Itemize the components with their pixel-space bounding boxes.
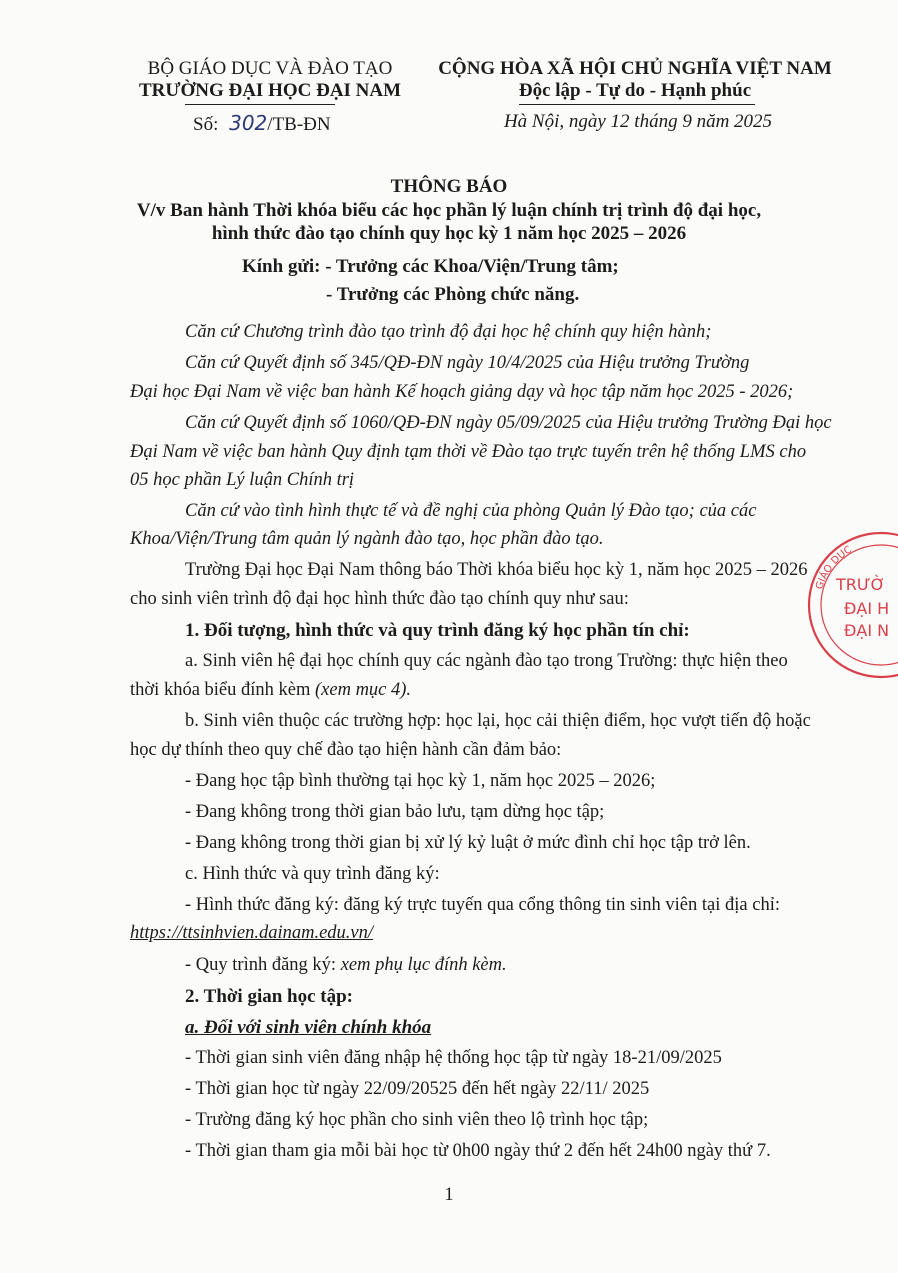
- section1-b-line2: học dự thính theo quy chế đào tạo hiện hành cần đảm bảo:: [130, 740, 562, 760]
- official-seal-stamp: [806, 528, 898, 682]
- section1-a-line1: a. Sinh viên hệ đại học chính quy các ngành đào tạo trong Trường: thực hiện theo: [185, 651, 788, 671]
- ministry-name: BỘ GIÁO DỤC VÀ ĐÀO TẠO: [147, 58, 393, 79]
- section1-c-line: c. Hình thức và quy trình đăng ký:: [185, 864, 440, 884]
- section1-b-line1: b. Sinh viên thuộc các trường hợp: học lại, học cải thiện điểm, học vượt tiến độ hoặc: [185, 711, 811, 731]
- basis-3-line3: 05 học phần Lý luận Chính trị: [130, 470, 355, 490]
- university-underline: [185, 104, 335, 105]
- notice-subject-line2: hình thức đào tạo chính quy học kỳ 1 năm học 2025 – 2026: [211, 223, 687, 244]
- notice-heading: THÔNG BÁO: [390, 176, 508, 197]
- section1-a-line2: [130, 680, 411, 701]
- recipients-line2: - Trưởng các Phòng chức năng.: [326, 284, 580, 305]
- section2-heading: 2. Thời gian học tập:: [185, 986, 354, 1007]
- process-label: - Quy trình đăng ký:: [185, 955, 337, 975]
- basis-2-line1: Căn cứ Quyết định số 345/QĐ-ĐN ngày 10/4/2025 của Hiệu trưởng Trường: [185, 353, 750, 373]
- number-handwritten: 302: [229, 111, 268, 135]
- section2-item: - Thời gian sinh viên đăng nhập hệ thống học tập từ ngày 18-21/09/2025: [185, 1048, 722, 1068]
- process-value: xem phụ lục đính kèm.: [340, 955, 507, 975]
- seal-line2: ĐẠI H: [844, 599, 890, 618]
- section1-b-item: - Đang không trong thời gian bị xử lý kỷ luật ở mức đình chỉ học tập trở lên.: [185, 833, 751, 853]
- seal-ring-text: GIÁO DỤC: [814, 544, 854, 591]
- basis-2-line2: Đại học Đại Nam về việc ban hành Kế hoạch giảng dạy và học tập năm học 2025 - 2026;: [130, 382, 794, 402]
- recipients-line1: Kính gửi: - Trưởng các Khoa/Viện/Trung tâm;: [242, 256, 619, 277]
- seal-line1: TRƯỜ: [836, 575, 886, 594]
- section1-b-item: - Đang học tập bình thường tại học kỳ 1, năm học 2025 – 2026;: [185, 771, 656, 791]
- number-prefix: Số:: [193, 114, 219, 135]
- section1-b-item: - Đang không trong thời gian bảo lưu, tạm dừng học tập;: [185, 802, 605, 822]
- country-name: CỘNG HÒA XÃ HỘI CHỦ NGHĨA VIỆT NAM: [438, 58, 832, 79]
- place-date: Hà Nội, ngày 12 tháng 9 năm 2025: [503, 111, 773, 132]
- page-number: 1: [444, 1185, 454, 1205]
- basis-3-line2: Đại Nam về việc ban hành Quy định tạm thời về Đào tạo trực tuyến trên hệ thống LMS cho: [130, 442, 807, 462]
- seal-line3: ĐẠI N: [844, 621, 890, 640]
- section1-a-ref: (xem mục 4).: [315, 680, 412, 700]
- registration-portal-link[interactable]: https://ttsinhvien.dainam.edu.vn/: [130, 923, 374, 943]
- basis-4-line2: Khoa/Viện/Trung tâm quản lý ngành đào tạo, học phần đào tạo.: [130, 529, 604, 549]
- section2-item: - Thời gian tham gia mỗi bài học từ 0h00 ngày thứ 2 đến hết 24h00 ngày thứ 7.: [185, 1141, 771, 1161]
- basis-3-line1: Căn cứ Quyết định số 1060/QĐ-ĐN ngày 05/09/2025 của Hiệu trưởng Trường Đại học: [185, 413, 832, 433]
- section1-a-text: thời khóa biểu đính kèm: [130, 680, 311, 700]
- motto-underline: [519, 104, 755, 105]
- section2-sub-a: a. Đối với sinh viên chính khóa: [185, 1017, 432, 1038]
- intro-line2: cho sinh viên trình độ đại học hình thức đào tạo chính quy như sau:: [130, 589, 629, 609]
- section1-c-process: [185, 955, 507, 976]
- document-number: [193, 111, 331, 136]
- intro-line1: Trường Đại học Đại Nam thông báo Thời khóa biểu học kỳ 1, năm học 2025 – 2026: [185, 560, 808, 580]
- basis-4-line1: Căn cứ vào tình hình thực tế và đề nghị của phòng Quản lý Đào tạo; của các: [185, 501, 757, 521]
- university-name: TRƯỜNG ĐẠI HỌC ĐẠI NAM: [138, 80, 402, 101]
- section1-c-form-line1: - Hình thức đăng ký: đăng ký trực tuyến qua cổng thông tin sinh viên tại địa chỉ:: [185, 895, 780, 915]
- number-suffix: /TB-ĐN: [267, 114, 331, 135]
- section2-item: - Thời gian học từ ngày 22/09/20525 đến hết ngày 22/11/ 2025: [185, 1079, 650, 1099]
- section2-item: - Trường đăng ký học phần cho sinh viên theo lộ trình học tập;: [185, 1110, 649, 1130]
- notice-subject-line1: V/v Ban hành Thời khóa biểu các học phần lý luận chính trị trình độ đại học,: [136, 200, 762, 221]
- national-motto: Độc lập - Tự do - Hạnh phúc: [518, 80, 752, 101]
- section1-heading: 1. Đối tượng, hình thức và quy trình đăng ký học phần tín chỉ:: [185, 620, 690, 641]
- basis-1-line1: Căn cứ Chương trình đào tạo trình độ đại học hệ chính quy hiện hành;: [185, 322, 712, 342]
